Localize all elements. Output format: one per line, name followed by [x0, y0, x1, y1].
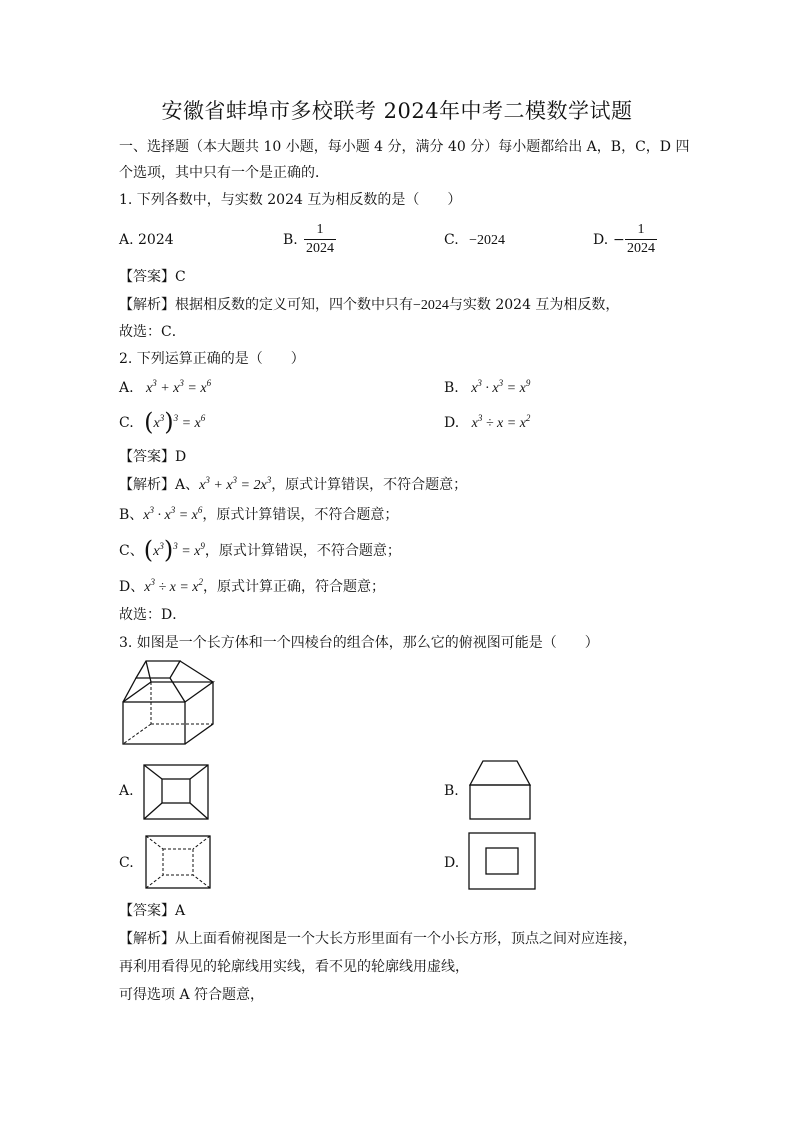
q1-answer — [119, 267, 186, 287]
answer-label: 【答案】 — [119, 903, 175, 919]
q1-conclusion — [119, 322, 186, 342]
q3-option-a-figure — [143, 764, 209, 820]
q2-analysis-b-formula: $x^3 \cdot x^3 = x^6$ — [143, 505, 203, 523]
q1-d-numerator: 1 — [637, 222, 645, 237]
q2-analysis-d-formula: $x^3 \div x = x^2$ — [144, 577, 204, 595]
q2-option-a-formula: $x^3 + x^3 = x^6$ — [146, 378, 212, 396]
q1-analysis — [119, 295, 619, 316]
q1-option-d-fraction — [625, 221, 657, 258]
q1-analysis-post: 与实数 2024 互为相反数， — [448, 297, 620, 313]
q2-analysis-c-suffix: ，原式计算错误，不符合题意； — [204, 543, 401, 559]
q2-analysis-b-prefix: B、 — [119, 507, 144, 523]
q3-option-b-label: B. — [444, 783, 459, 799]
conclusion-prefix: 故选： — [119, 324, 161, 340]
q1-option-c-value: −2024 — [469, 233, 506, 248]
q3-option-a-label: A. — [119, 783, 134, 799]
q2-option-a-label: A. — [119, 380, 134, 396]
q2-analysis-a-formula: $x^3 + x^3 = 2x^3$ — [199, 475, 272, 493]
q3-option-c-figure — [145, 835, 211, 889]
q1-option-a: A. 2024 — [119, 232, 174, 248]
q3-analysis-line3: 可得选项 A 符合题意， — [119, 987, 265, 1003]
q2-option-d-formula: $x^3 \div x = x^2$ — [471, 413, 531, 431]
q2-analysis-b — [119, 505, 398, 526]
q1-option-b-label: B. — [283, 232, 298, 248]
q2-option-a — [119, 378, 211, 399]
q1-b-denominator: 2024 — [306, 241, 334, 256]
q2-option-c-label: C. — [119, 415, 134, 431]
q2-analysis-b-suffix: ，原式计算错误，不符合题意； — [202, 507, 399, 523]
q2-option-c-formula: $(x^3)^3 = x^6$ — [144, 408, 206, 436]
conclusion-prefix: 故选： — [119, 607, 161, 623]
q2-analysis-d — [119, 577, 385, 598]
q3-answer-value: A — [175, 903, 186, 919]
q2-answer — [119, 447, 186, 467]
analysis-label: 【解析】 — [119, 477, 175, 493]
q1-d-denominator: 2024 — [627, 241, 655, 256]
q3-option-b-figure — [469, 760, 531, 820]
q2-answer-value: D — [175, 449, 187, 465]
q3-option-d-label: D. — [444, 855, 460, 871]
q3-analysis-text1: 从上面看俯视图是一个大长方形里面有一个小长方形，顶点之间对应连接， — [175, 931, 637, 947]
q2-conclusion-value: D． — [161, 607, 187, 623]
q3-analysis-line1 — [119, 929, 637, 949]
q2-option-b — [444, 378, 530, 399]
q1-option-d-label: D. — [593, 232, 609, 248]
q1-conclusion-value: C． — [161, 324, 186, 340]
q1-answer-value: C — [175, 269, 186, 285]
q2-analysis-d-suffix: ，原式计算正确，符合题意； — [203, 579, 386, 595]
q2-analysis-a-suffix: ，原式计算错误，不符合题意； — [271, 477, 468, 493]
q1-analysis-number: −2024 — [413, 298, 449, 313]
q2-option-d — [444, 413, 530, 434]
q2-option-c — [119, 408, 206, 436]
section-intro-line1: 一、选择题（本大题共 10 小题，每小题 4 分，满分 40 分）每小题都给出 A，B，C，D 四 — [119, 139, 690, 155]
q2-analysis-c — [119, 536, 401, 564]
q2-option-b-label: B. — [444, 380, 459, 396]
q2-analysis-c-prefix: C、 — [119, 543, 144, 559]
q2-stem: 2. 下列运算正确的是（ ） — [119, 351, 305, 367]
q3-option-c-label: C. — [119, 855, 134, 871]
analysis-label: 【解析】 — [119, 297, 175, 313]
page-title: 安徽省蚌埠市多校联考 2024年中考二模数学试题 — [161, 99, 633, 123]
q2-analysis-d-prefix: D、 — [119, 579, 145, 595]
analysis-label: 【解析】 — [119, 931, 175, 947]
q2-analysis-a — [119, 475, 467, 496]
q3-answer — [119, 901, 185, 921]
q3-solid-figure — [118, 660, 218, 748]
q1-analysis-pre: 根据相反数的定义可知，四个数中只有 — [175, 297, 413, 313]
q2-option-d-label: D. — [444, 415, 460, 431]
q3-option-d-figure — [468, 832, 536, 890]
q1-option-c-label: C. — [444, 232, 459, 248]
section-intro-line2: 个选项，其中只有一个是正确的． — [119, 165, 329, 181]
q3-stem: 3. 如图是一个长方体和一个四棱台的组合体，那么它的俯视图可能是（ ） — [119, 635, 599, 651]
q1-option-d-sign: − — [613, 232, 625, 248]
q1-stem: 1. 下列各数中，与实数 2024 互为相反数的是（ ） — [119, 192, 462, 208]
q2-option-b-formula: $x^3 \cdot x^3 = x^9$ — [471, 378, 531, 396]
q1-option-c — [444, 230, 505, 251]
q3-analysis-line2: 再利用看得见的轮廓线用实线，看不见的轮廓线用虚线， — [119, 959, 469, 975]
answer-label: 【答案】 — [119, 449, 175, 465]
answer-label: 【答案】 — [119, 269, 175, 285]
q2-conclusion — [119, 605, 186, 625]
q2-analysis-c-formula: $(x^3)^3 = x^9$ — [143, 536, 205, 564]
q2-analysis-a-prefix: A、 — [175, 477, 200, 493]
q1-option-b-fraction — [304, 221, 336, 258]
q1-b-numerator: 1 — [316, 222, 324, 237]
